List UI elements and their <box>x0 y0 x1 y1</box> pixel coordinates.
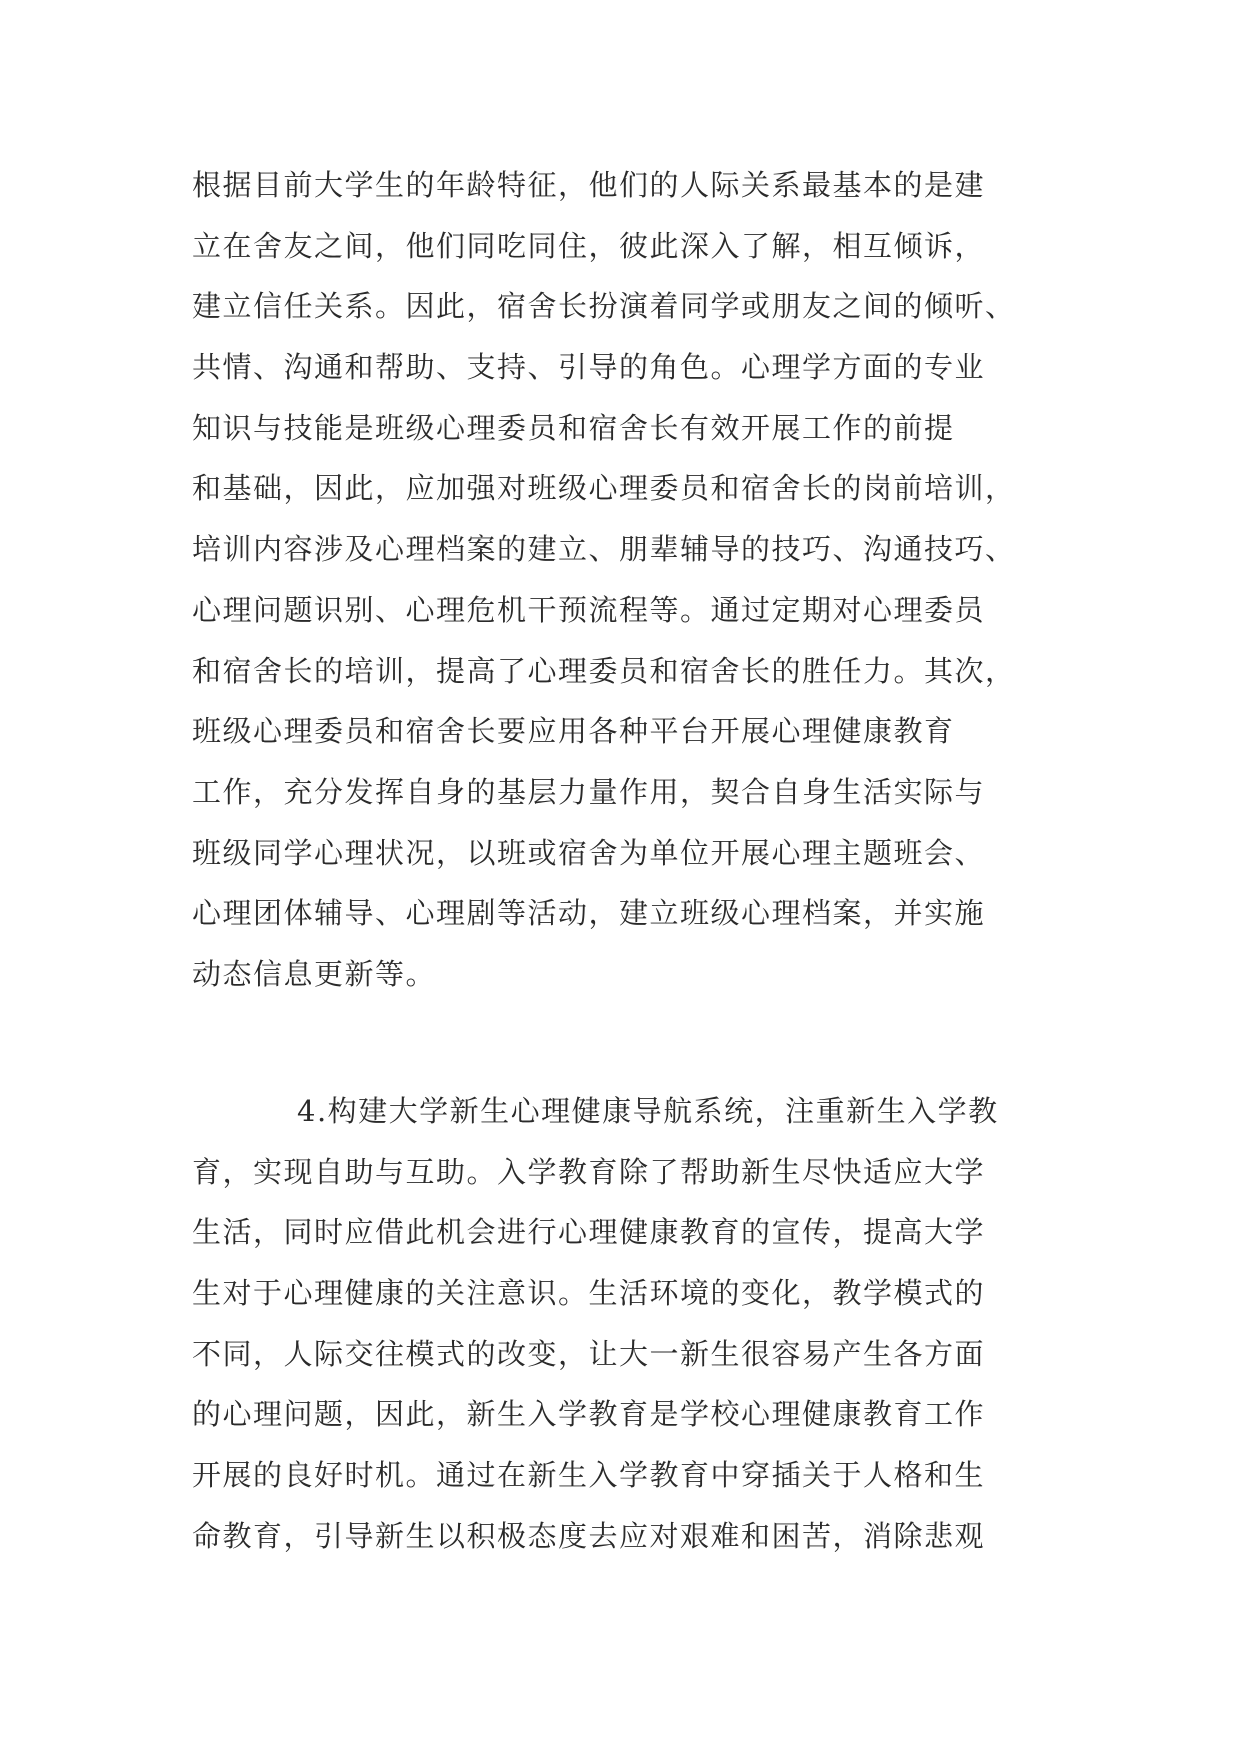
text-line: 动态信息更新等。 <box>192 956 437 991</box>
paragraph-freshman-navigation <box>192 1081 1072 1567</box>
text-line: 根据目前大学生的年龄特征，他们的人际关系最基本的是建 <box>192 168 986 202</box>
text-line: 开展的良好时机。通过在新生入学教育中穿插关于人格和生 <box>192 1458 986 1493</box>
text-line: 不同，人际交往模式的改变，让大一新生很容易产生各方面 <box>192 1336 986 1371</box>
paragraph-dormitory-heads <box>192 155 1072 1005</box>
text-line: 知识与技能是班级心理委员和宿舍长有效开展工作的前提 <box>192 410 955 445</box>
text-line: 班级同学心理状况，以班或宿舍为单位开展心理主题班会、 <box>192 835 986 870</box>
text-line: 班级心理委员和宿舍长要应用各种平台开展心理健康教育 <box>192 714 955 749</box>
text-line: 共情、沟通和帮助、支持、引导的角色。心理学方面的专业 <box>192 350 986 385</box>
text-line: 立在舍友之间，他们同吃同住，彼此深入了解，相互倾诉， <box>192 228 986 263</box>
section-heading-line: 4.构建大学新生心理健康导航系统，注重新生入学教 <box>297 1094 999 1128</box>
text-line: 建立信任关系。因此，宿舍长扮演着同学或朋友之间的倾听、 <box>192 289 1016 324</box>
text-line: 和基础，因此，应加强对班级心理委员和宿舍长的岗前培训， <box>192 471 1016 506</box>
text-line: 命教育，引导新生以积极态度去应对艰难和困苦，消除悲观 <box>192 1518 986 1553</box>
text-line: 生活，同时应借此机会进行心理健康教育的宣传，提高大学 <box>192 1215 986 1250</box>
text-line: 心理团体辅导、心理剧等活动，建立班级心理档案，并实施 <box>192 896 986 931</box>
text-line: 培训内容涉及心理档案的建立、朋辈辅导的技巧、沟通技巧、 <box>192 532 1016 567</box>
text-line: 工作，充分发挥自身的基层力量作用，契合自身生活实际与 <box>192 774 986 809</box>
text-line: 的心理问题，因此，新生入学教育是学校心理健康教育工作 <box>192 1397 986 1432</box>
text-line: 心理问题识别、心理危机干预流程等。通过定期对心理委员 <box>192 592 986 627</box>
text-line: 育，实现自助与互助。入学教育除了帮助新生尽快适应大学 <box>192 1154 986 1189</box>
text-line: 和宿舍长的培训，提高了心理委员和宿舍长的胜任力。其次， <box>192 653 1016 688</box>
text-line: 生对于心理健康的关注意识。生活环境的变化，教学模式的 <box>192 1276 986 1311</box>
